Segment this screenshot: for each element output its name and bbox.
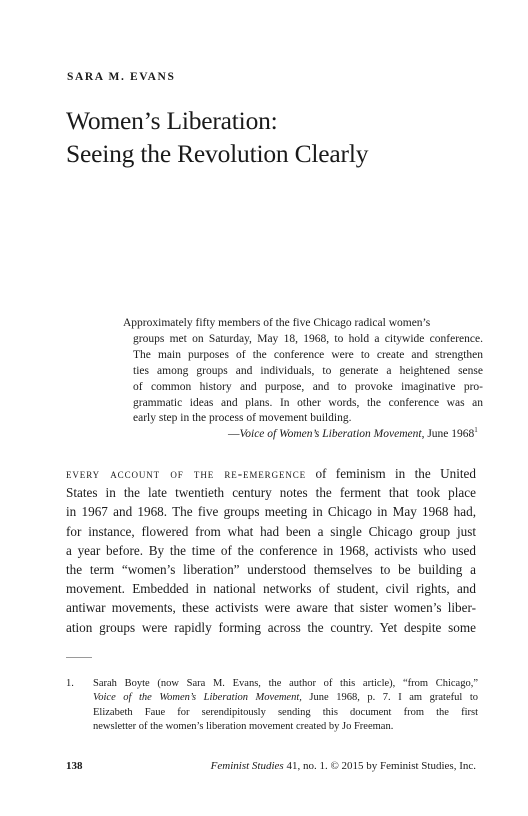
footnote [66, 677, 478, 735]
footnote-body [93, 677, 478, 735]
journal-citation [211, 760, 476, 772]
epigraph-line: The main purposes of the conference were to create and strengthen [133, 348, 483, 361]
attribution-dash: — [228, 428, 240, 441]
epigraph-attribution [123, 427, 483, 443]
body-line: a year before. By the time of the conference in 1968, activists who used [66, 542, 476, 558]
author-name: SARA M. EVANS [67, 71, 176, 83]
lead-in-smallcaps: every account of the re-emergence [66, 466, 307, 481]
epigraph-line: groups met on Saturday, May 18, 1968, to hold a citywide conference. [133, 332, 483, 345]
epigraph [123, 316, 483, 443]
footnote-number: 1. [66, 678, 74, 689]
footnote-line: Sarah Boyte (now Sara M. Evans, the author of this article), “from Chicago,” [93, 678, 478, 689]
attribution-date: , June 1968 [421, 428, 475, 441]
epigraph-line: of common history and purpose, and to provoke imaginative pro- [133, 380, 483, 393]
body-line: ation groups were rapidly forming across the country. Yet despite some [66, 619, 476, 635]
body-line: antiwar movements, these activists were aware that sister women’s liber- [66, 600, 476, 616]
epigraph-line: grammatic ideas and plans. In other words, the conference was an [133, 396, 483, 409]
epigraph-line: early step in the process of movement building. [133, 412, 352, 425]
article-title-line-1: Women’s Liberation: [66, 106, 278, 135]
body-paragraph [66, 464, 476, 637]
epigraph-line: Approximately fifty members of the five Chicago radical women’s [123, 317, 431, 329]
page-number: 138 [66, 760, 83, 772]
footnote-line: Elizabeth Faue for serendipitously sending this document from the first [93, 706, 478, 718]
body-line-rest: of feminism in the United [306, 466, 476, 481]
body-line: the term “women’s liberation” understood themselves to be building a [66, 562, 476, 578]
body-line: in 1967 and 1968. The five groups meeting in Chicago in May 1968 had, [66, 504, 476, 520]
attribution-source: Voice of Women’s Liberation Movement [239, 428, 422, 441]
footnote-line [93, 691, 478, 705]
footnote-line: newsletter of the women’s liberation movement created by Jo Freeman. [93, 721, 394, 733]
body-line [66, 464, 476, 483]
footnote-line-rest: June 1968, p. 7. I am grateful to [301, 692, 478, 704]
body-line: for instance, flowered from what had been a single Chicago group just [66, 523, 476, 539]
epigraph-line: ties among groups and individuals, to generate a heightened sense [133, 364, 483, 377]
body-line: movement. Embedded in national networks of student, civil rights, and [66, 581, 476, 597]
article-title-line-2: Seeing the Revolution Clearly [66, 139, 369, 168]
footnote-ref[interactable]: 1 [474, 426, 478, 435]
body-line: States in the late twentieth century notes the ferment that took place [66, 485, 476, 501]
citation-details: 41, no. 1. © 2015 by Feminist Studies, Inc. [283, 760, 476, 772]
footnote-journal-title: Voice of the Women’s Liberation Movement, [93, 692, 302, 704]
footnote-divider [66, 657, 92, 658]
article-title [66, 104, 486, 170]
journal-name: Feminist Studies [210, 760, 284, 772]
